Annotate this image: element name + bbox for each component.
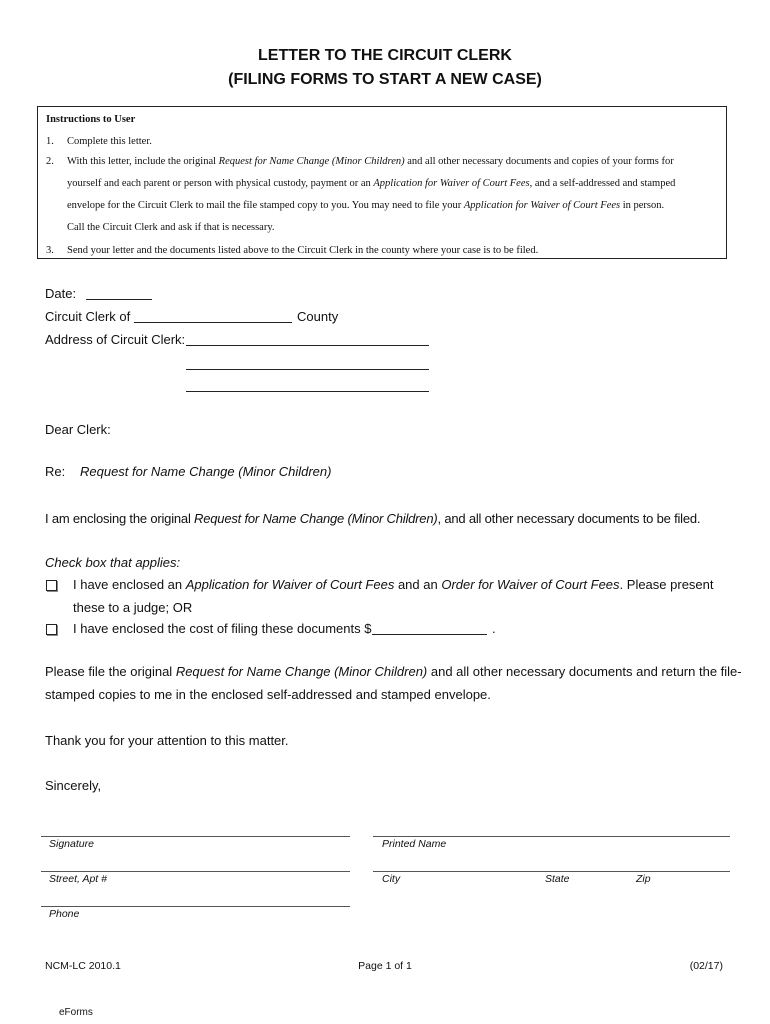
instruction-number: 1.	[46, 136, 54, 147]
date-label: Date:	[45, 286, 77, 301]
instruction-item-2-line-1: With this letter, include the original Request for Name Change (Minor Children) and all other necessary documents and copies of your forms for	[67, 156, 674, 167]
revision-date: (02/17)	[689, 960, 723, 972]
county-field[interactable]	[134, 322, 292, 323]
address-label: Address of Circuit Clerk:	[45, 332, 186, 347]
street-line[interactable]	[41, 871, 350, 872]
request-paragraph-line-2: stamped copies to me in the enclosed self-addressed and stamped envelope.	[45, 687, 491, 702]
instructions-heading: Instructions to User	[46, 114, 136, 125]
instruction-item-3: Send your letter and the documents listed above to the Circuit Clerk in the county where your case is to be filed.	[67, 245, 539, 256]
page-number: Page 1 of 1	[358, 960, 412, 972]
address-field-line-2[interactable]	[186, 369, 429, 370]
filing-cost-text: I have enclosed the cost of filing these documents $	[73, 621, 372, 636]
filing-cost-period: .	[492, 621, 496, 636]
instruction-item-2-line-3: envelope for the Circuit Clerk to mail the file stamped copy to you. You may need to file your Application for Waiver of Court Fees in person.	[67, 200, 665, 211]
address-field-line-1[interactable]	[186, 345, 429, 346]
eforms-brand: eForms	[59, 1007, 93, 1018]
printed-name-label: Printed Name	[382, 838, 447, 850]
filing-cost-checkbox[interactable]	[46, 624, 57, 635]
waiver-option-text: I have enclosed an Application for Waiver of Court Fees and an Order for Waiver of Court Fees. Please present	[73, 577, 714, 592]
document-title: LETTER TO THE CIRCUIT CLERK	[258, 47, 512, 64]
instruction-item-1: Complete this letter.	[67, 136, 152, 147]
instruction-item-2-line-4: Call the Circuit Clerk and ask if that is necessary.	[67, 222, 275, 233]
county-label: County	[297, 309, 339, 324]
address-field-line-3[interactable]	[186, 391, 429, 392]
date-field[interactable]	[86, 299, 152, 300]
street-label: Street, Apt #	[49, 873, 107, 885]
salutation: Dear Clerk:	[45, 422, 111, 437]
closing: Sincerely,	[45, 778, 102, 793]
circuit-clerk-label: Circuit Clerk of	[45, 309, 131, 324]
city-label: City	[382, 873, 401, 885]
phone-line[interactable]	[41, 906, 350, 907]
printed-name-line[interactable]	[373, 836, 730, 837]
check-prompt: Check box that applies:	[45, 555, 181, 570]
filing-cost-amount-field[interactable]	[372, 634, 487, 635]
signature-label: Signature	[49, 838, 94, 850]
instruction-number: 2.	[46, 156, 54, 167]
city-state-zip-line[interactable]	[373, 871, 730, 872]
thanks-line: Thank you for your attention to this matter.	[45, 733, 289, 748]
document-subtitle: (FILING FORMS TO START A NEW CASE)	[228, 71, 542, 88]
instruction-number: 3.	[46, 245, 54, 256]
request-paragraph-line-1: Please file the original Request for Name Change (Minor Children) and all other necessary documents and return the file-	[45, 664, 742, 679]
waiver-option-text-line-2: these to a judge; OR	[73, 600, 193, 615]
enclosing-statement: I am enclosing the original Request for Name Change (Minor Children), and all other necessary documents to be filed.	[45, 511, 701, 526]
instructions-box	[37, 106, 727, 259]
state-label: State	[545, 873, 570, 885]
re-label: Re:	[45, 464, 66, 479]
zip-label: Zip	[636, 873, 651, 885]
signature-line[interactable]	[41, 836, 350, 837]
waiver-option-checkbox[interactable]	[46, 580, 57, 591]
form-id: NCM-LC 2010.1	[45, 960, 121, 972]
re-value: Request for Name Change (Minor Children)	[80, 464, 332, 479]
instruction-item-2-line-2: yourself and each parent or person with physical custody, payment or an Application for Waiver of Court Fees, and a self-addressed and stamped	[67, 178, 676, 189]
phone-label: Phone	[49, 908, 80, 920]
